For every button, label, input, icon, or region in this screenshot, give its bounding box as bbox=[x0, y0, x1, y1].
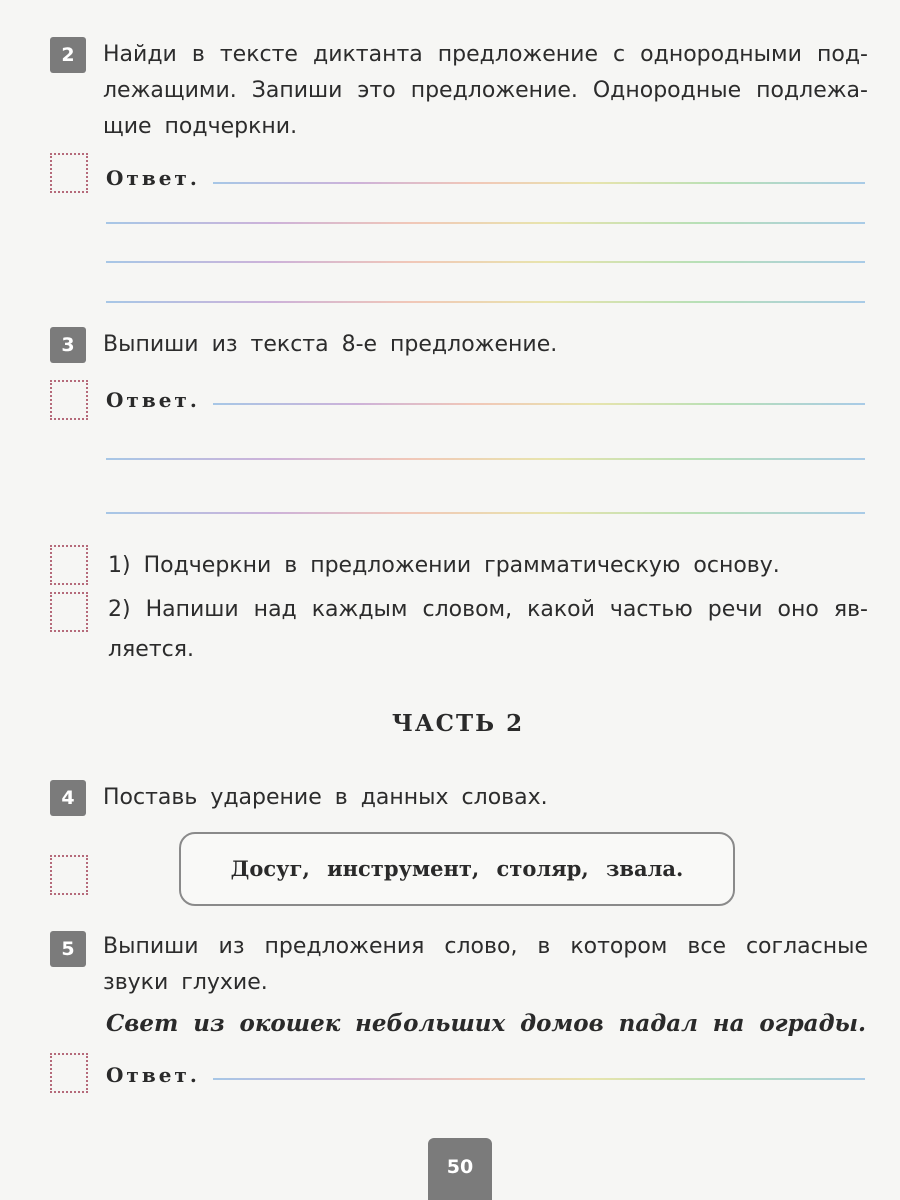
task-5-sentence: Свет из окошек небольших домов падал на ограды. bbox=[106, 1010, 866, 1037]
section-title: ЧАСТЬ 2 bbox=[391, 710, 525, 737]
answer-line[interactable] bbox=[106, 458, 865, 460]
answer-label: Ответ. bbox=[106, 388, 200, 412]
word-box bbox=[179, 832, 735, 906]
task-4-text: Поставь ударение в данных словах. bbox=[103, 785, 548, 810]
page-number-tab bbox=[428, 1138, 492, 1200]
score-box[interactable] bbox=[50, 1053, 88, 1093]
answer-line[interactable] bbox=[213, 1078, 865, 1080]
score-box[interactable] bbox=[50, 592, 88, 632]
answer-label: Ответ. bbox=[106, 166, 200, 190]
answer-line[interactable] bbox=[106, 512, 865, 514]
answer-line[interactable] bbox=[213, 182, 865, 184]
answer-line[interactable] bbox=[106, 301, 865, 303]
task-5-text: Выпиши из предложения слово, в котором все согласные звуки глухие. bbox=[103, 934, 868, 995]
task-2-text: Найди в тексте диктанта предложение с однородными подлежащими. Запиши это предложение. Однородные подлежащие подчеркни. bbox=[103, 42, 868, 139]
task-3-text: Выпиши из текста 8-е предложение. bbox=[103, 332, 558, 357]
task-number-badge: 3 bbox=[50, 327, 86, 363]
answer-line[interactable] bbox=[106, 261, 865, 263]
answer-label: Ответ. bbox=[106, 1063, 200, 1087]
score-box[interactable] bbox=[50, 855, 88, 895]
answer-line[interactable] bbox=[106, 222, 865, 224]
task-number-badge: 4 bbox=[50, 780, 86, 816]
task-number-badge: 2 bbox=[50, 37, 86, 73]
task-number-badge: 5 bbox=[50, 931, 86, 967]
score-box[interactable] bbox=[50, 545, 88, 585]
task-3-subitem-1: 1) Подчеркни в предложении грамматическую основу. bbox=[108, 553, 780, 578]
score-box[interactable] bbox=[50, 153, 88, 193]
page-number: 50 bbox=[446, 1156, 474, 1178]
answer-line[interactable] bbox=[213, 403, 865, 405]
word-list: Досуг, инструмент, столяр, звала. bbox=[230, 856, 684, 881]
task-3-subitem-2: 2) Напиши над каждым словом, какой частью речи оно является. bbox=[108, 597, 868, 662]
score-box[interactable] bbox=[50, 380, 88, 420]
